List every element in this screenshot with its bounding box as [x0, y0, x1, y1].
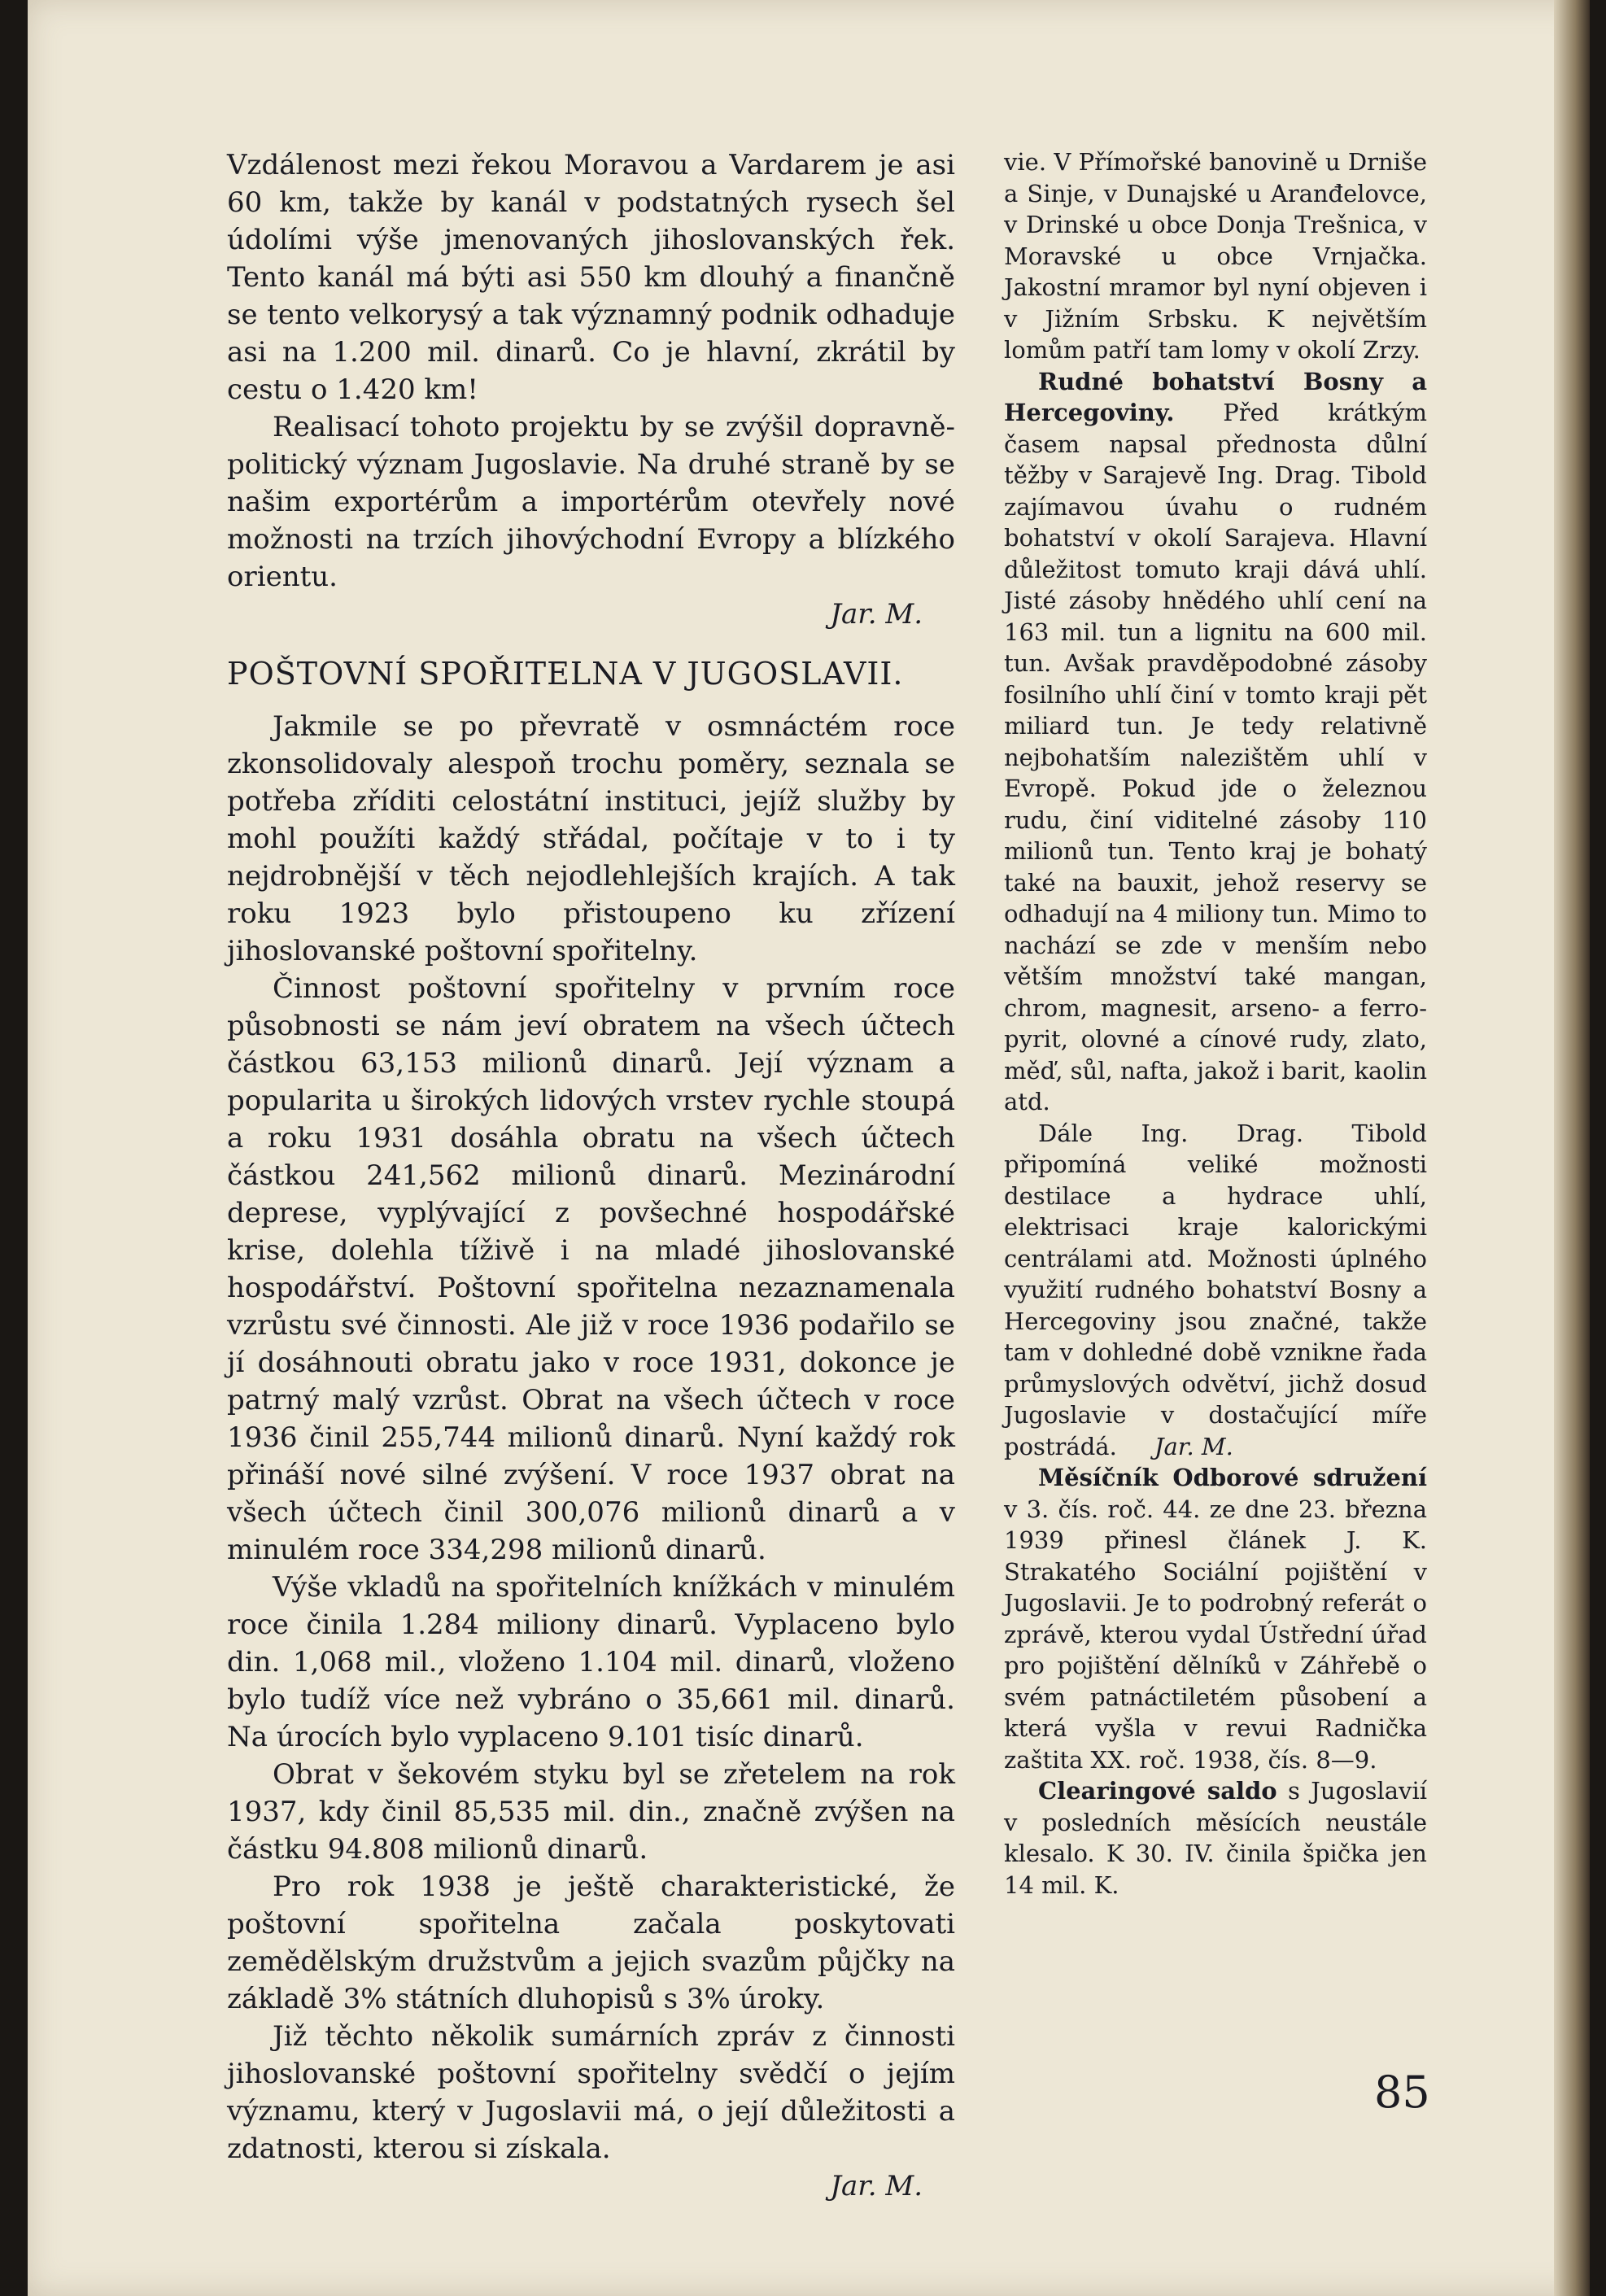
paragraph: Již těchto několik sumárních zpráv z činnosti jihoslovanské poštovní spořitelny svědčí o jejím významu, který v Jugoslavii má, o její důležitosti a zdatnosti, kterou si získala. — [227, 2020, 955, 2165]
paragraph: Vzdálenost mezi řekou Moravou a Vardarem je asi 60 km, takže by kanál v podstatných rysech šel údolími výše jmenovaných jihoslovanských řek. Tento kanál má býti asi 550 km dlouhý a finančně se tento velkorysý a tak významný podnik odhaduje asi na 1.200 mil. dinarů. Co je hlavní, zkrátil by cestu o 1.420 km! — [227, 149, 955, 406]
paragraph-text: s Jugoslavií v posledních měsících neustále klesalo. K 30. IV. činila špička jen 14 mil. K. — [1004, 1777, 1427, 1899]
paragraph: Výše vkladů na spořitelních knížkách v minulém roce činila 1.284 miliony dinarů. Vyplaceno bylo din. 1,068 mil., vloženo 1.104 mil. dinarů, vloženo bylo tudíž více než vybráno o 35,661 mil. dinarů. Na úrocích bylo vyplaceno 9.101 tisíc dinarů. — [227, 1571, 955, 1753]
page-sheet — [28, 0, 1590, 2296]
paragraph: vie. V Přímořské banovině u Drniše a Sinje, v Dunajské u Aranđelovce, v Drinské u obce Donja Trešnica, v Moravské u obce Vrnjačka. Jakostní mramor byl nyní objeven i v Jižním Srbsku. K největším lomům patří tam lomy v okolí Zrzy. — [1004, 148, 1427, 364]
paragraph: Činnost poštovní spořitelny v prvním roce působnosti se nám jeví obratem na všech účtech částkou 63,153 milionů dinarů. Její význam a popularita u širokých lidových vrstev rychle stoupá a roku 1931 dosáhla obratu na všech účtech částkou 241,562 milionů dinarů. Mezinárodní deprese, vyplývající z povšechné hospodářské krise, dolehla tíživě i na mladé jihoslovanské hospodářství. Poštovní spořitelna nezaznamenala vzrůstu své činnosti. Ale již v roce 1936 podařilo se jí dosáhnouti obratu jako v roce 1931, dokonce je patrný malý vzrůst. Obrat na všech účtech v roce 1936 činil 255,744 milionů dinarů. Nyní každý rok přináší nové silné zvýšení. V roce 1937 obrat na všech účtech činil 300,076 milionů dinarů a v minulém roce 334,298 milionů dinarů. — [227, 972, 955, 1566]
page-fold-shadow — [1554, 0, 1590, 2296]
page-number: 85 — [1374, 2067, 1430, 2118]
paragraph — [1004, 1775, 1427, 1901]
paragraph: Pro rok 1938 je ještě charakteristické, že poštovní spořitelna začala poskytovati zemědělským družstvům a jejich svazům půjčky na základě 3% státních dluhopisů s 3% úroky. — [227, 1870, 955, 2015]
paragraph-lead: Clearingové saldo — [1038, 1777, 1277, 1805]
paragraph — [1004, 1462, 1427, 1775]
paragraph-text: Před krátkým časem napsal přednosta důlní těžby v Sarajevě Ing. Drag. Tibold zajímavou úvahu o rudném bohatství v okolí Sarajeva. Hlavní důležitost tomuto kraji dává uhlí. Jisté zásoby hnědého uhlí cení na 163 mil. tun a lignitu na 600 mil. tun. Avšak pravděpodobné zásoby fosilního uhlí činí v tomto kraji pět miliard tun. Je tedy relativně nejbohatším nalezištěm uhlí v Evropě. Pokud jde o železnou rudu, činí viditelné zásoby 110 milionů tun. Tento kraj je bohatý také na bauxit, jehož reservy se odhadují na 4 miliony tun. Mimo to nachází se zde v menším nebo větším množství také mangan, chrom, magnesit, arseno- a ferro-pyrit, olovné a cínové rudy, zlato, měď, sůl, nafta, jakož i barit, kaolin atd. — [1004, 399, 1427, 1115]
paragraph: Jakmile se po převratě v osmnáctém roce zkonsolidovaly alespoň trochu poměry, seznala se potřeba zříditi celostátní instituci, jejíž služby by mohl použíti každý střádal, počítaje v to i ty nejdrobnější v těch nejodlehlejších krajích. A tak roku 1923 bylo přistoupeno ku zřízení jihoslovanské poštovní spořitelny. — [227, 710, 955, 967]
author-signature: Jar. M. — [830, 2170, 923, 2202]
article-heading: POŠTOVNÍ SPOŘITELNA V JUGOSLAVII. — [227, 656, 904, 692]
paragraph — [1004, 366, 1427, 1118]
paragraph: Obrat v šekovém styku byl se zřetelem na rok 1937, kdy činil 85,535 mil. din., značně zvýšen na částku 94.808 milionů dinarů. — [227, 1758, 955, 1866]
paragraph-lead: Rudné bohatství Bosny a Hercegoviny. — [1004, 367, 1427, 426]
paragraph: Realisací tohoto projektu by se zvýšil dopravně-politický význam Jugoslavie. Na druhé straně by se našim exportérům a importérům otevřely nové možnosti na trzích jihovýchodní Evropy a blízkého orientu. — [227, 411, 955, 593]
author-signature: Jar. M. — [830, 598, 923, 631]
paragraph-text: v 3. čís. roč. 44. ze dne 23. března 1939 přinesl článek J. K. Strakatého Sociální pojištění v Jugoslavii. Je to podrobný referát o zprávě, kterou vydal Ústřední úřad pro pojištění dělníků v Záhřebě o svém patnáctiletém působení a která vyšla v revui Radnička zaštita XX. roč. 1938, čís. 8—9. — [1004, 1495, 1427, 1774]
paragraph-text: Dále Ing. Drag. Tibold připomíná veliké možnosti destilace a hydrace uhlí, elektrisaci kraje kalorickými centrálami atd. Možnosti úplného využití rudného bohatství Bosny a Hercegoviny jsou značné, takže tam v dohledné době vznikne řada průmyslových odvětví, jichž dosud Jugoslavie v dostačující míře postrádá. — [1004, 1119, 1427, 1460]
right-column — [1004, 146, 1427, 1901]
paragraph-lead: Měsíčník Odborové sdružení — [1038, 1464, 1427, 1491]
paragraph — [1004, 1118, 1427, 1463]
author-signature: Jar. M. — [1154, 1432, 1233, 1460]
left-column — [227, 146, 955, 2205]
